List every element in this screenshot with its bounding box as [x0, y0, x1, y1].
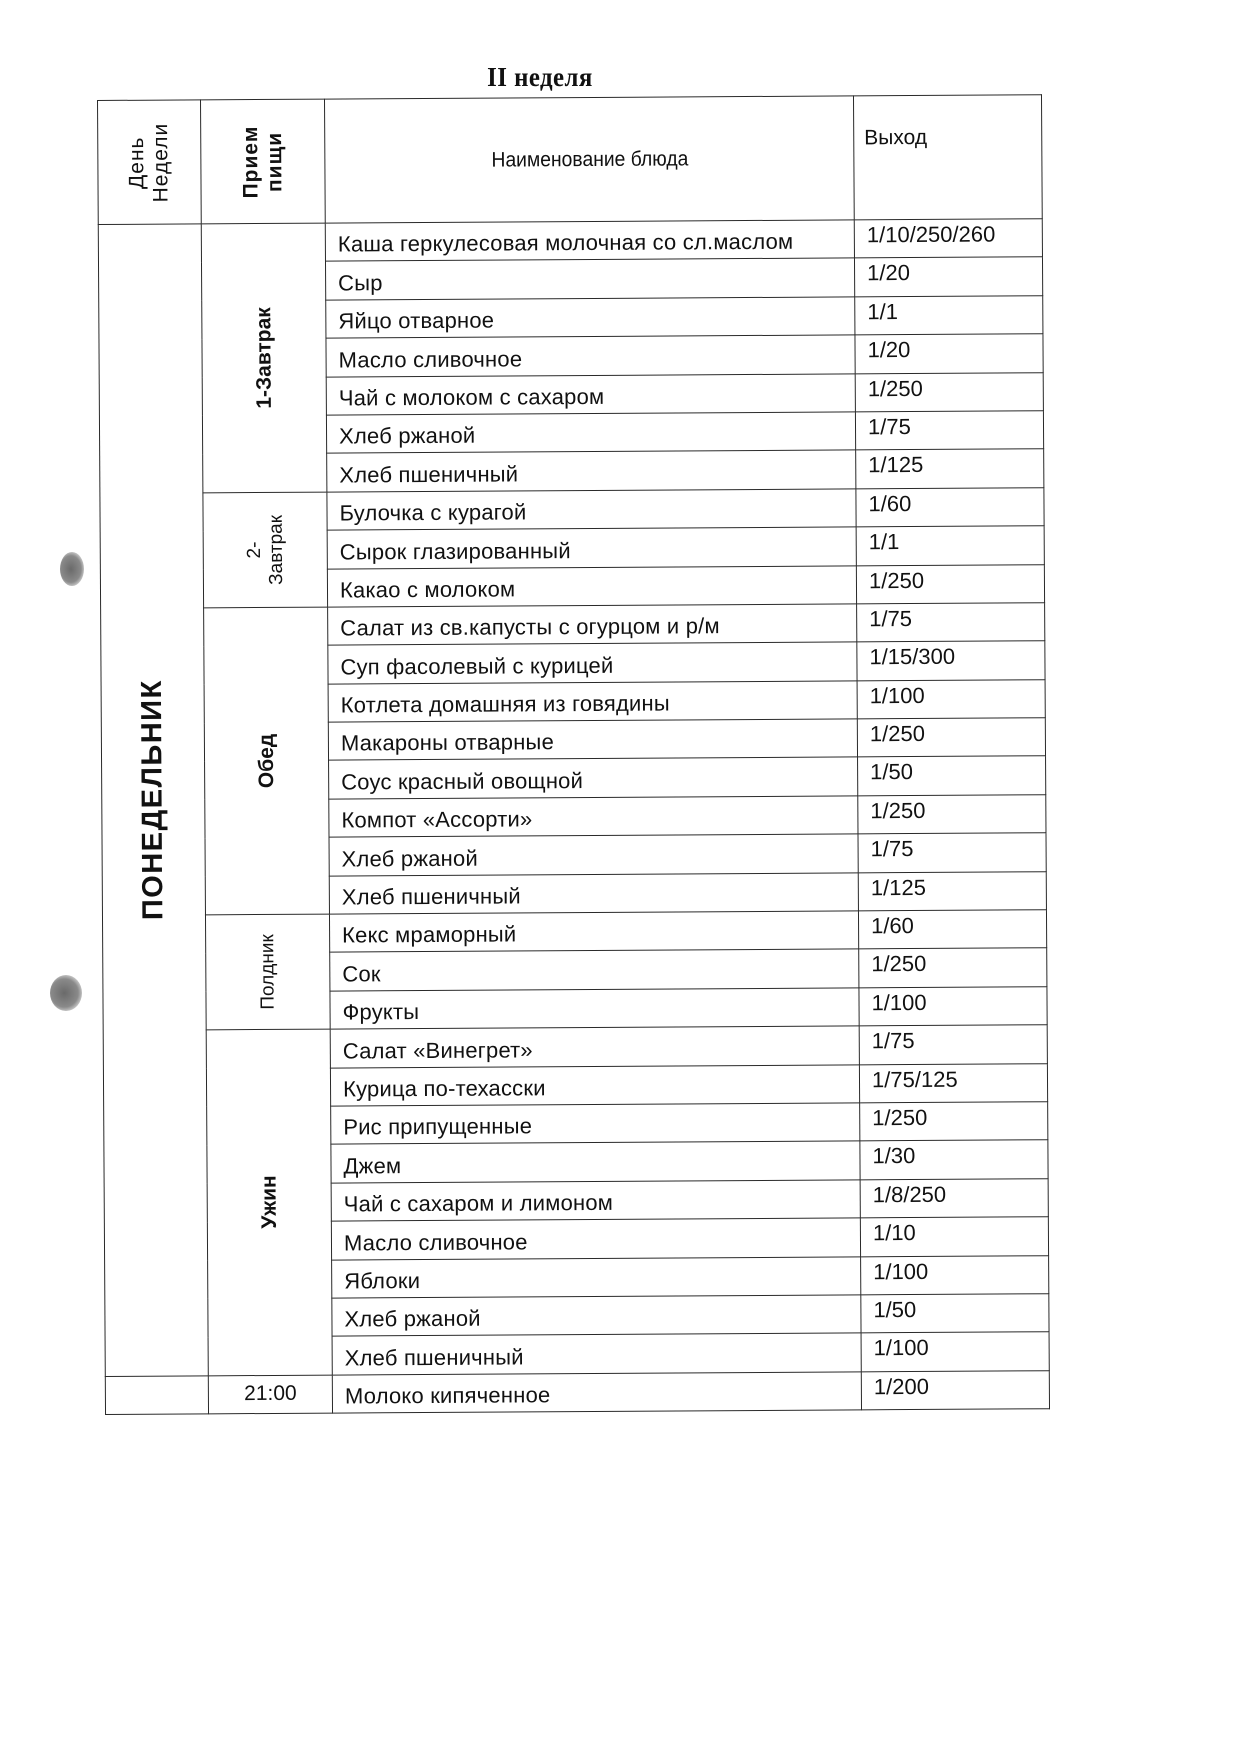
dish-name: Салат «Винегрет» — [330, 1026, 859, 1068]
dish-output: 1/60 — [858, 910, 1046, 950]
header-meal-line1: Прием — [238, 125, 262, 199]
header-day-of-week — [98, 100, 202, 225]
dish-name: Хлеб ржаной — [329, 834, 858, 876]
dish-name: Макароны отварные — [328, 719, 857, 761]
dish-output: 1/250 — [856, 564, 1044, 604]
meal-cell-lunch — [204, 607, 330, 915]
meal-cell-breakfast-1 — [201, 223, 327, 492]
dish-name: Компот «Ассорти» — [329, 796, 858, 838]
dish-output: 1/8/250 — [860, 1178, 1048, 1218]
dish-output: 1/250 — [857, 718, 1045, 758]
dish-name: Сырок глазированный — [327, 527, 856, 569]
dish-name: Хлеб ржаной — [332, 1295, 861, 1337]
dish-name: Кекс мраморный — [329, 911, 858, 953]
dish-output: 1/50 — [861, 1294, 1049, 1334]
header-day-line2: Недели — [149, 122, 173, 202]
dish-name: Хлеб пшеничный — [327, 450, 856, 492]
meal-name: Обед — [254, 733, 278, 789]
header-dish-name: Наименование блюда — [346, 96, 833, 223]
dish-output: 1/10/250/260 — [854, 219, 1042, 259]
dish-name: Фрукты — [330, 988, 859, 1030]
menu-table — [97, 94, 1050, 1415]
table-row — [100, 487, 1044, 531]
dish-output: 1/250 — [860, 1102, 1048, 1142]
dish-name: Чай с сахаром и лимоном — [331, 1180, 860, 1222]
dish-name: Молоко кипяченное — [332, 1372, 861, 1414]
meal-cell-dinner — [206, 1029, 332, 1375]
dish-name: Джем — [331, 1141, 860, 1183]
dish-output: 1/125 — [858, 871, 1046, 911]
header-row — [98, 95, 1043, 225]
dish-name: Какао с молоком — [327, 565, 856, 607]
meal-name-line1: 2- — [243, 541, 265, 559]
dish-output: 1/100 — [857, 679, 1045, 719]
header-meal — [201, 99, 326, 224]
dish-output: 1/75 — [858, 833, 1046, 873]
dish-name: Каша геркулесовая молочная со сл.маслом — [325, 220, 854, 262]
dish-name: Хлеб пшеничный — [329, 873, 858, 915]
dish-output: 1/50 — [858, 756, 1046, 796]
dish-output: 1/200 — [861, 1370, 1049, 1410]
dish-output: 1/75 — [855, 411, 1043, 451]
evening-time: 21:00 — [208, 1375, 332, 1414]
dish-name: Яйцо отварное — [326, 297, 855, 339]
meal-name: 1-Завтрак — [251, 307, 276, 409]
dish-output: 1/30 — [860, 1140, 1048, 1180]
dish-output: 1/125 — [856, 449, 1044, 489]
dish-output: 1/20 — [855, 334, 1043, 374]
dish-name: Салат из св.капусты с огурцом и р/м — [328, 604, 857, 646]
dish-output: 1/1 — [855, 296, 1043, 336]
dish-output: 1/100 — [861, 1255, 1049, 1295]
day-name: ПОНЕДЕЛЬНИК — [135, 679, 170, 921]
dish-name: Булочка с курагой — [327, 489, 856, 531]
meal-name: Ужин — [257, 1175, 281, 1230]
dish-output: 1/60 — [856, 487, 1044, 527]
dish-name: Курица по-техасски — [330, 1064, 859, 1106]
dish-name: Сыр — [325, 258, 854, 300]
dish-name: Яблоки — [332, 1256, 861, 1298]
hole-punch-mark — [60, 552, 84, 586]
dish-name: Масло сливочное — [326, 335, 855, 377]
table-row-evening — [105, 1370, 1049, 1414]
table-row — [103, 1025, 1047, 1069]
meal-cell-afternoon-snack — [205, 914, 330, 1030]
dish-name: Масло сливочное — [331, 1218, 860, 1260]
dish-name: Соус красный овощной — [329, 757, 858, 799]
table-row — [101, 603, 1045, 647]
dish-output: 1/75 — [857, 603, 1045, 643]
empty-day-cell — [105, 1376, 208, 1415]
hole-punch-mark — [50, 975, 82, 1011]
dish-output: 1/1 — [856, 526, 1044, 566]
header-output: Выход — [853, 95, 1042, 220]
table-row — [98, 219, 1042, 263]
table-row — [102, 910, 1046, 954]
dish-output: 1/250 — [859, 948, 1047, 988]
dish-name: Чай с молоком с сахаром — [326, 373, 855, 415]
dish-name: Рис припущенные — [331, 1103, 860, 1145]
dish-output: 1/75/125 — [859, 1063, 1047, 1103]
dish-name: Суп фасолевый с курицей — [328, 642, 857, 684]
day-cell — [98, 224, 208, 1376]
dish-output: 1/10 — [860, 1217, 1048, 1257]
dish-output: 1/75 — [859, 1025, 1047, 1065]
dish-name: Хлеб ржаной — [326, 412, 855, 454]
dish-output: 1/250 — [858, 795, 1046, 835]
dish-name: Сок — [330, 949, 859, 991]
dish-name: Котлета домашняя из говядины — [328, 681, 857, 723]
meal-name-line2: Завтрак — [265, 514, 287, 585]
dish-output: 1/250 — [855, 372, 1043, 412]
dish-output: 1/15/300 — [857, 641, 1045, 681]
dish-output: 1/100 — [861, 1332, 1049, 1372]
header-day-line1: День — [125, 135, 149, 189]
header-meal-line2: пищи — [262, 131, 287, 192]
dish-output: 1/100 — [859, 987, 1047, 1027]
meal-name: Полдник — [256, 934, 279, 1010]
meal-cell-breakfast-2 — [203, 492, 328, 608]
page-title: II неделя — [487, 62, 593, 92]
dish-output: 1/20 — [854, 257, 1042, 297]
dish-name: Хлеб пшеничный — [332, 1333, 861, 1375]
